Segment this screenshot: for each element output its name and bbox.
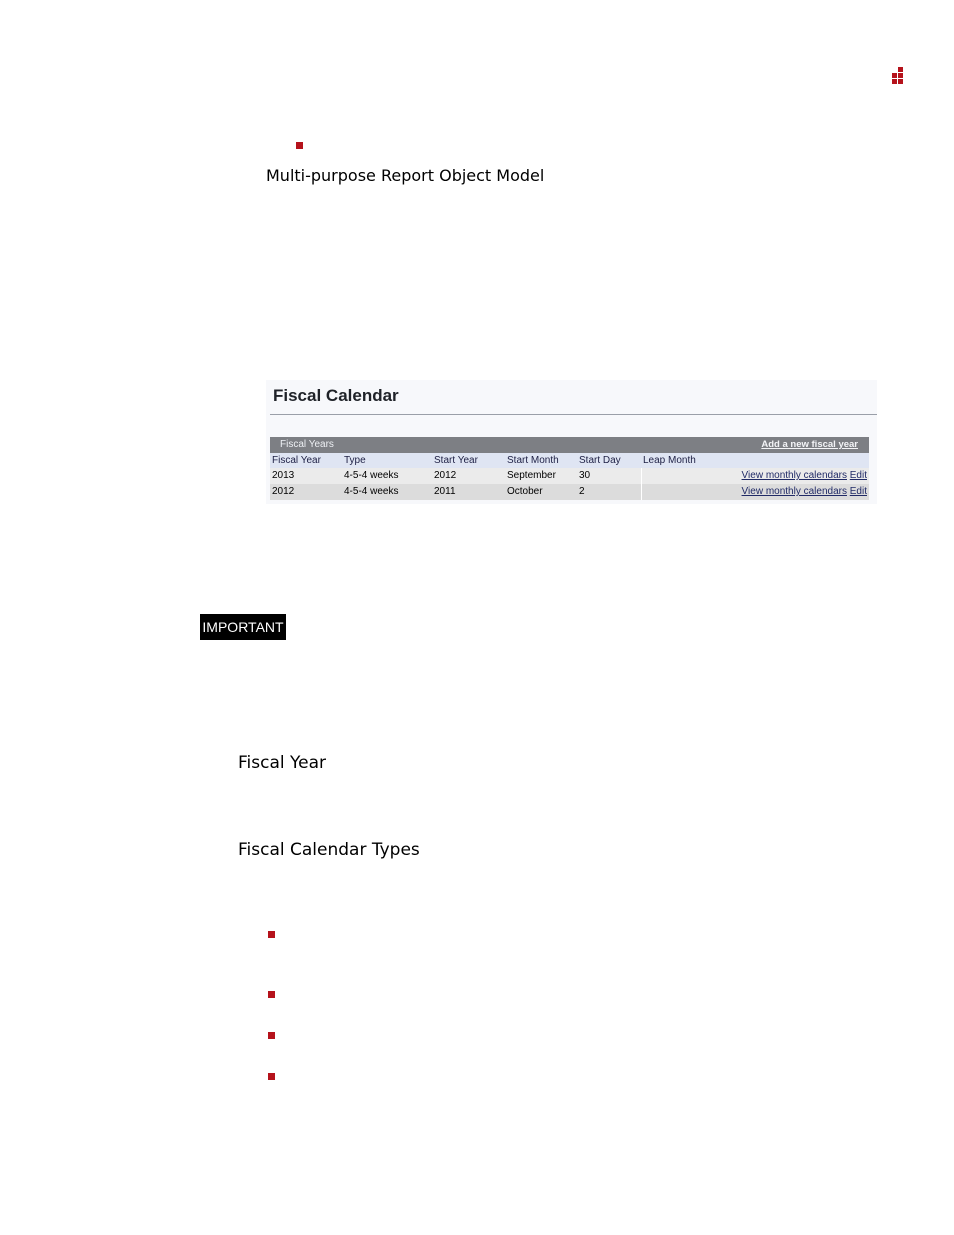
heading-fiscal-calendar-types: Fiscal Calendar Types [238, 840, 420, 860]
column-header: Leap Month [643, 455, 696, 466]
column-header: Start Month [507, 455, 559, 466]
start-day-cell: 30 [579, 470, 591, 481]
heading-report-object-model: Multi-purpose Report Object Model [266, 166, 545, 185]
important-label: IMPORTANT [200, 614, 286, 640]
table-header-row [270, 453, 869, 468]
brand-logo-icon [892, 67, 906, 87]
square-bullet-icon [268, 991, 275, 998]
start-day-cell: 2 [579, 486, 585, 497]
edit-link[interactable]: Edit [849, 486, 867, 497]
start-year-cell: 2012 [434, 470, 457, 481]
column-header: Fiscal Year [272, 455, 321, 466]
fiscal-year-cell: 2012 [272, 486, 295, 497]
square-bullet-icon [268, 1073, 275, 1080]
view-monthly-calendars-link[interactable]: View monthly calendars [741, 470, 847, 481]
start-month-cell: September [507, 470, 556, 481]
fiscal-years-title: Fiscal Years [280, 439, 334, 450]
table-row [270, 484, 869, 500]
square-bullet-icon [268, 1032, 275, 1039]
fiscal-year-cell: 2013 [272, 470, 295, 481]
fiscal-calendar-title: Fiscal Calendar [273, 386, 399, 405]
column-separator [641, 468, 642, 484]
square-bullet-icon [296, 142, 303, 149]
square-bullet-icon [268, 931, 275, 938]
view-monthly-calendars-link[interactable]: View monthly calendars [741, 486, 847, 497]
column-separator [641, 484, 642, 500]
column-header: Start Day [579, 455, 621, 466]
fiscal-years-bar [270, 437, 869, 453]
edit-link[interactable]: Edit [849, 470, 867, 481]
add-fiscal-year-link[interactable]: Add a new fiscal year [761, 439, 858, 450]
row-actions [742, 470, 867, 481]
row-actions [742, 486, 867, 497]
type-cell: 4-5-4 weeks [344, 486, 399, 497]
type-cell: 4-5-4 weeks [344, 470, 399, 481]
column-header: Start Year [434, 455, 478, 466]
heading-fiscal-year: Fiscal Year [238, 753, 327, 773]
fiscal-years-table [270, 437, 869, 500]
column-header: Type [344, 455, 366, 466]
start-month-cell: October [507, 486, 543, 497]
table-row [270, 468, 869, 484]
fiscal-calendar-panel [266, 380, 877, 504]
start-year-cell: 2011 [434, 486, 456, 497]
divider [270, 414, 877, 415]
